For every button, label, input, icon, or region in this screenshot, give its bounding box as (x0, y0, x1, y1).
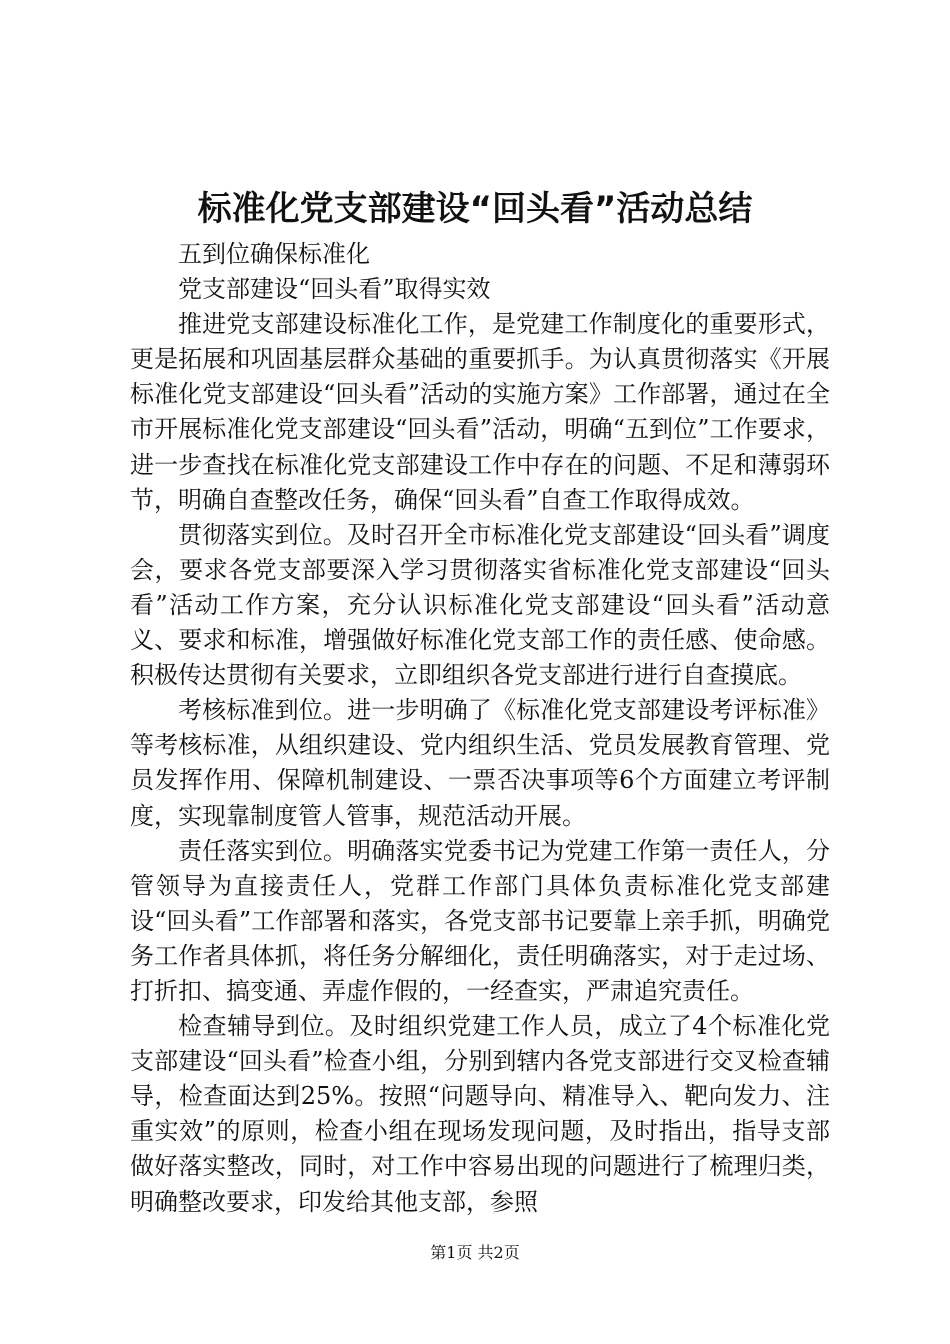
paragraph-inspection: 检查辅导到位。及时组织党建工作人员，成立了4个标准化党支部建设“回头看”检查小组，分别到辖内各党支部进行交叉检查辅导，检查面达到25%。按照“问题导向、精准导入、靶向发力、注重实效”的原则，检查小组在现场发现问题，及时指出，指导支部做好落实整改，同时，对工作中容易出现的问题进行了梳理归类，明确整改要求，印发给其他支部，参照 (130, 1012, 830, 1216)
paragraph-intro: 推进党支部建设标准化工作，是党建工作制度化的重要形式，更是拓展和巩固基层群众基础的重要抓手。为认真贯彻落实《开展标准化党支部建设“回头看”活动的实施方案》工作部署，通过在全市开展标准化党支部建设“回头看”活动，明确“五到位”工作要求，进一步查找在标准化党支部建设工作中存在的问题、不足和薄弱环节，明确自查整改任务，确保“回头看”自查工作取得成效。 (130, 310, 830, 514)
document-body (130, 237, 830, 1220)
page-footer: 第1页 共2页 (430, 1243, 520, 1262)
subtitle-line-1: 五到位确保标准化 (178, 240, 370, 268)
subtitle-line-2: 党支部建设“回头看”取得实效 (178, 275, 491, 304)
document-title: 标准化党支部建设“回头看”活动总结 (197, 189, 753, 229)
paragraph-assessment: 考核标准到位。进一步明确了《标准化党支部建设考评标准》等考核标准，从组织建设、党内组织生活、党员发展教育管理、党员发挥作用、保障机制建设、一票否决事项等6个方面建立考评制度，实现靠制度管人管事，规范活动开展。 (130, 696, 830, 830)
paragraph-implementation: 贯彻落实到位。及时召开全市标准化党支部建设“回头看”调度会，要求各党支部要深入学习贯彻落实省标准化党支部建设“回头看”活动工作方案，充分认识标准化党支部建设“回头看”活动意义、要求和标准，增强做好标准化党支部工作的责任感、使命感。积极传达贯彻有关要求，立即组织各党支部进行进行自查摸底。 (130, 520, 830, 690)
paragraph-responsibility: 责任落实到位。明确落实党委书记为党建工作第一责任人，分管领导为直接责任人，党群工作部门具体负责标准化党支部建设“回头看”工作部署和落实，各党支部书记要靠上亲手抓，明确党务工作者具体抓，将任务分解细化，责任明确落实，对于走过场、打折扣、搞变通、弄虚作假的，一经查实，严肃追究责任。 (130, 836, 830, 1005)
